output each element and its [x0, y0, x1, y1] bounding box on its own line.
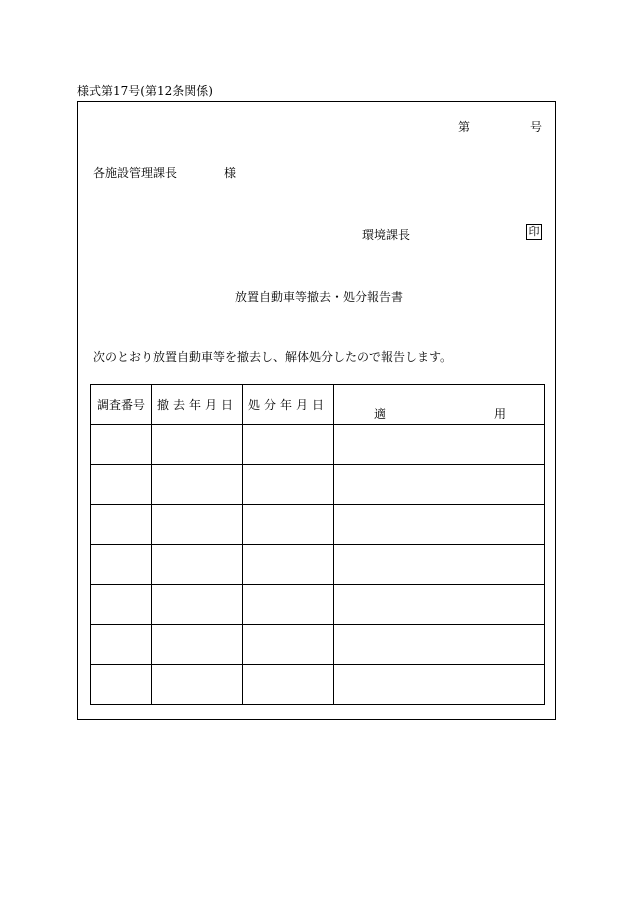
cell-disposal-date[interactable]	[243, 505, 334, 545]
cell-survey-number[interactable]	[91, 545, 152, 585]
body-text: 次のとおり放置自動車等を撤去し、解体処分したので報告します。	[93, 350, 453, 364]
header-removal-date: 撤去年月日	[152, 385, 243, 425]
cell-remarks[interactable]	[334, 585, 545, 625]
cell-removal-date[interactable]	[152, 465, 243, 505]
cell-removal-date[interactable]	[152, 625, 243, 665]
cell-disposal-date[interactable]	[243, 665, 334, 705]
table-header-row	[91, 385, 545, 425]
cell-survey-number[interactable]	[91, 505, 152, 545]
cell-removal-date[interactable]	[152, 505, 243, 545]
cell-survey-number[interactable]	[91, 585, 152, 625]
cell-remarks[interactable]	[334, 625, 545, 665]
addressee-honorific: 様	[224, 166, 237, 180]
cell-remarks[interactable]	[334, 425, 545, 465]
cell-removal-date[interactable]	[152, 545, 243, 585]
number-prefix: 第	[458, 120, 471, 134]
header-remarks-char-2: 用	[494, 406, 507, 421]
form-number-label: 様式第17号(第12条関係)	[77, 84, 213, 98]
table-row	[91, 665, 545, 705]
document-title: 放置自動車等撤去・処分報告書	[235, 290, 404, 304]
report-table	[90, 384, 545, 705]
header-remarks	[334, 385, 545, 425]
number-suffix: 号	[530, 120, 543, 134]
table-row	[91, 505, 545, 545]
table-row	[91, 425, 545, 465]
cell-survey-number[interactable]	[91, 625, 152, 665]
header-survey-number: 調査番号	[91, 385, 152, 425]
cell-survey-number[interactable]	[91, 665, 152, 705]
header-remarks-char-1: 適	[374, 406, 387, 421]
cell-disposal-date[interactable]	[243, 425, 334, 465]
table-row	[91, 545, 545, 585]
cell-disposal-date[interactable]	[243, 465, 334, 505]
table-row	[91, 585, 545, 625]
cell-removal-date[interactable]	[152, 425, 243, 465]
cell-remarks[interactable]	[334, 505, 545, 545]
header-disposal-date: 処分年月日	[243, 385, 334, 425]
cell-disposal-date[interactable]	[243, 585, 334, 625]
cell-remarks[interactable]	[334, 665, 545, 705]
table-row	[91, 625, 545, 665]
sender-title: 環境課長	[362, 228, 411, 242]
cell-remarks[interactable]	[334, 545, 545, 585]
table-row	[91, 465, 545, 505]
cell-survey-number[interactable]	[91, 425, 152, 465]
seal-stamp: 印	[526, 224, 542, 240]
addressee-title: 各施設管理課長	[93, 166, 178, 180]
cell-removal-date[interactable]	[152, 585, 243, 625]
cell-survey-number[interactable]	[91, 465, 152, 505]
cell-remarks[interactable]	[334, 465, 545, 505]
cell-disposal-date[interactable]	[243, 625, 334, 665]
cell-removal-date[interactable]	[152, 665, 243, 705]
cell-disposal-date[interactable]	[243, 545, 334, 585]
